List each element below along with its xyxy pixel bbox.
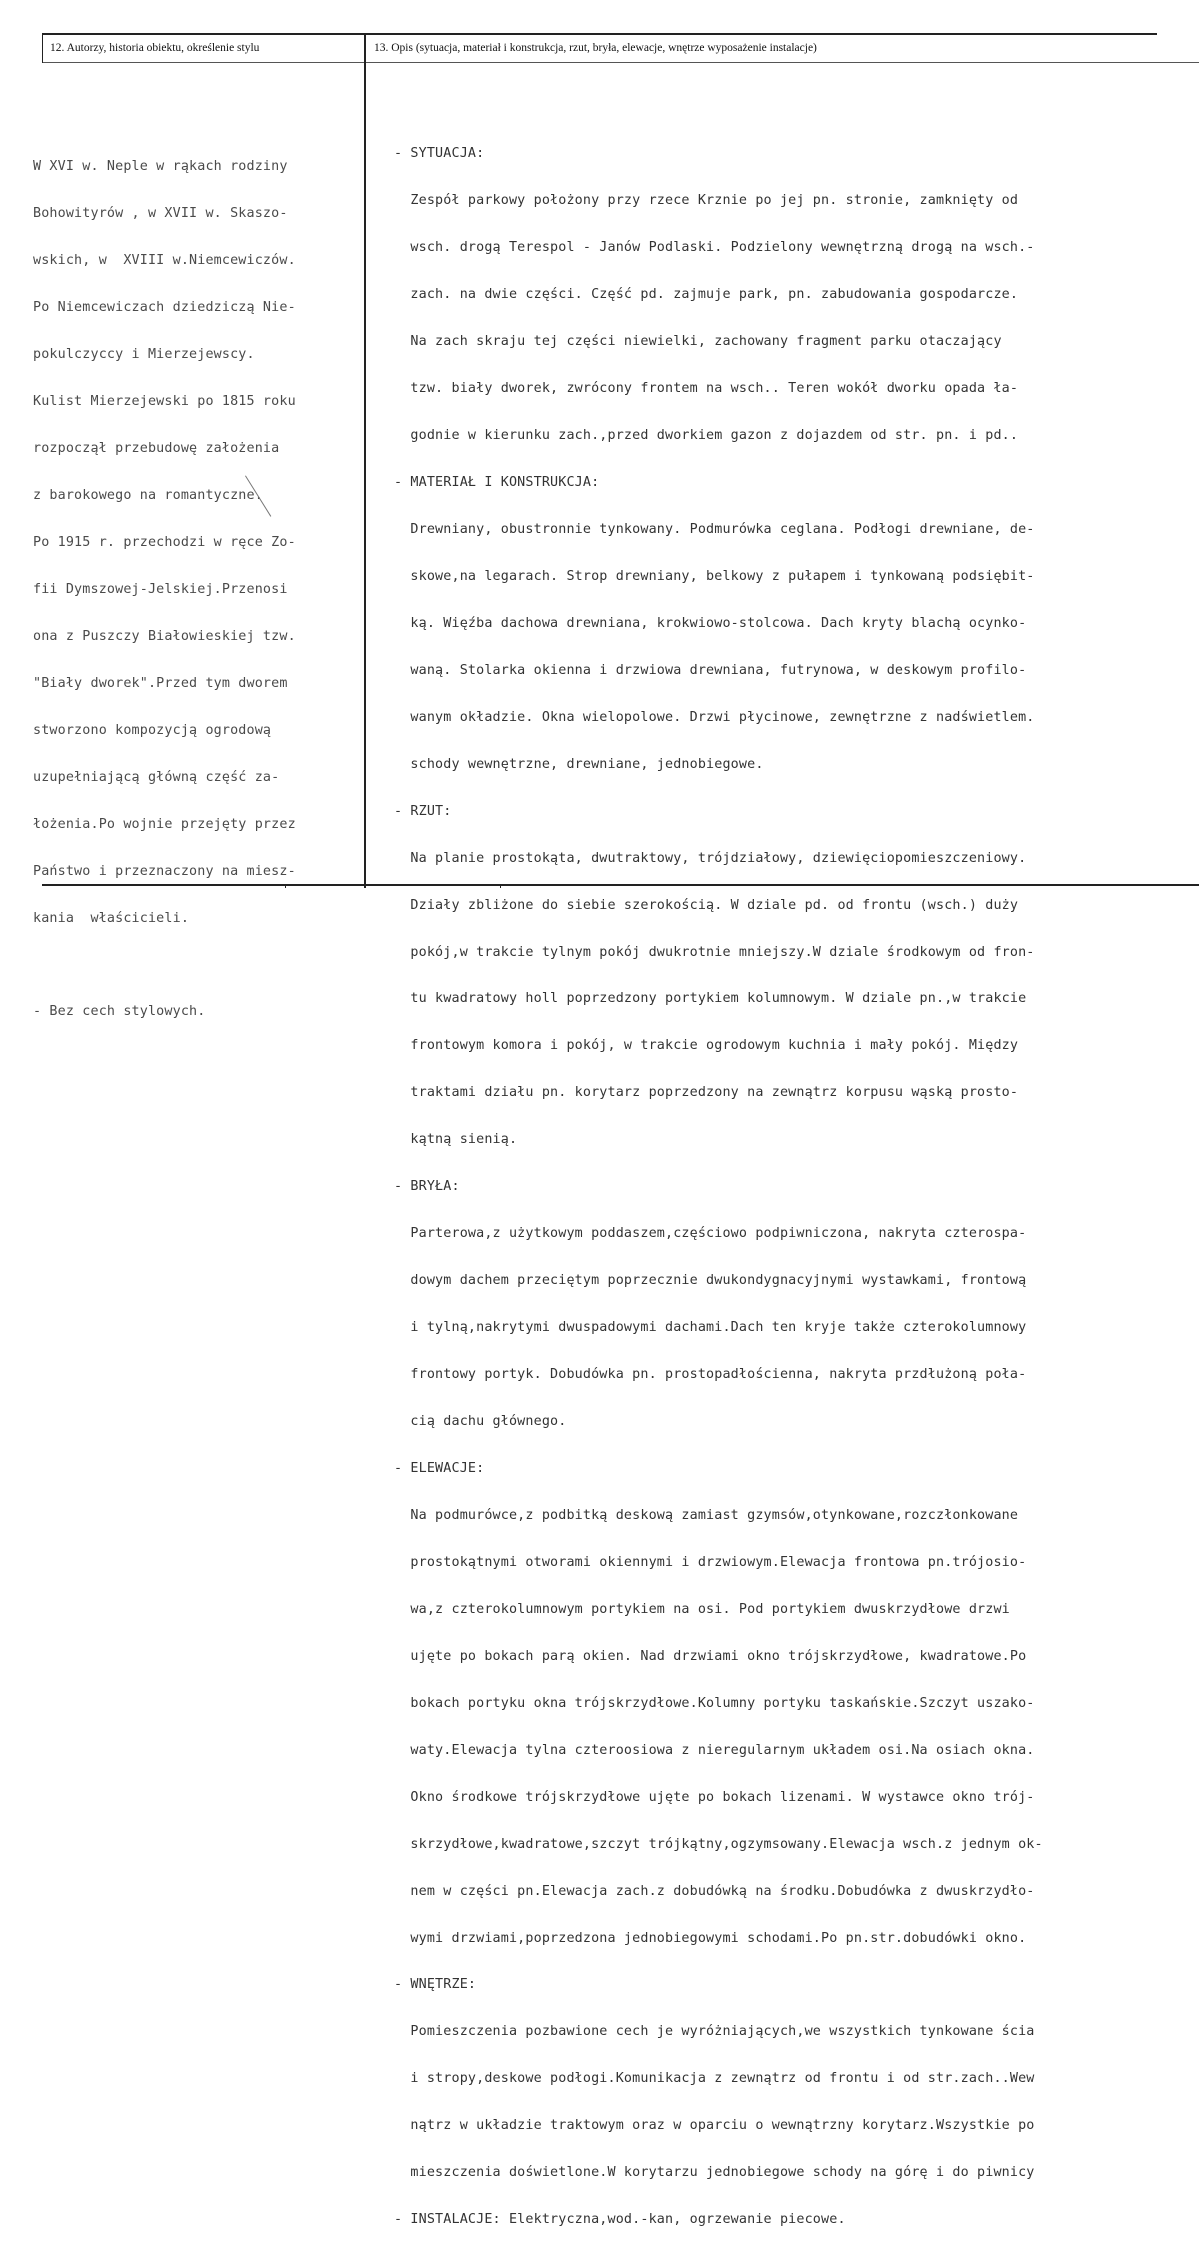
description-line: Działy zbliżone do siebie szerokością. W dziale pd. od frontu (wsch.) duży xyxy=(394,897,1019,913)
description-line: mieszczenia doświetlone.W korytarzu jednobiegowe schody na górę i do piwnicy xyxy=(394,2165,1035,2181)
history-line xyxy=(33,958,296,974)
description-line: pokój,w trakcie tylnym pokój dwukrotnie mniejszy.W dziale środkowym od fron- xyxy=(394,944,1035,960)
section-heading: - WNĘTRZE: xyxy=(394,1977,477,1993)
description-line: skrzydłowe,kwadratowe,szczyt trójkątny,ogzymsowany.Elewacja wsch.z jednym ok- xyxy=(394,1836,1043,1852)
description-line: cią dachu głównego. xyxy=(394,1414,567,1430)
history-line: Kulist Mierzejewski po 1815 roku xyxy=(33,394,296,410)
section-heading: - RZUT: xyxy=(394,803,452,819)
description-line: Pomieszczenia pozbawione cech je wyróżniających,we wszystkich tynkowane ścia xyxy=(394,2024,1035,2040)
section-heading: - BRYŁA: xyxy=(394,1179,460,1195)
section-heading: - ELEWACJE: xyxy=(394,1461,485,1476)
description-line: Na zach skraju tej części niewielki, zachowany fragment parku otaczający xyxy=(394,334,1002,350)
column-divider xyxy=(364,33,366,888)
description-line: frontowy portyk. Dobudówka pn. prostopadłościenna, nakryta przdłużoną poła- xyxy=(394,1367,1027,1383)
history-line: Po Niemcewiczach dziedziczą Nie- xyxy=(33,300,296,316)
history-line: fii Dymszowej-Jelskiej.Przenosi xyxy=(33,581,288,597)
header-divider xyxy=(42,62,1199,63)
left-border xyxy=(42,33,43,63)
description-line: ujęte po bokach parą okien. Nad drzwiami okno trójskrzydłowe, kwadratowe.Po xyxy=(394,1648,1027,1664)
history-line: rozpoczął przebudowę założenia xyxy=(33,441,280,457)
description-line: nątrz w układzie traktowym oraz w oparciu o wewnątrzny korytarz.Wszystkie po xyxy=(394,2118,1035,2134)
top-rule xyxy=(42,33,1157,35)
style-note: - Bez cech stylowych. xyxy=(33,1004,206,1020)
description-line: tu kwadratowy holl poprzedzony portykiem kolumnowym. W dziale pn.,w trakcie xyxy=(394,991,1027,1007)
description-line: Na podmurówce,z podbitką deskową zamiast gzymsów,otynkowane,rozczłonkowane xyxy=(394,1507,1019,1523)
description-line: tzw. biały dworek, zwrócony frontem na wsch.. Teren wokół dworku opada ła- xyxy=(394,381,1019,397)
history-line: Państwo i przeznaczony na miesz- xyxy=(33,863,296,879)
history-line: uzupełniającą główną część za- xyxy=(33,769,280,785)
history-line: W XVI w. Neple w rąkach rodziny xyxy=(33,159,288,175)
description-line: frontowym komora i pokój, w trakcie ogrodowym kuchnia i mały pokój. Między xyxy=(394,1038,1019,1054)
history-line: z barokowego na romantyczne. xyxy=(33,487,263,503)
description-line: waty.Elewacja tylna czteroosiowa z nieregularnym układem osi.Na osiach okna. xyxy=(394,1742,1035,1758)
description-line: wanym okładzie. Okna wielopolowe. Drzwi płycinowe, zewnętrzne z nadświetlem. xyxy=(394,709,1035,725)
description-line: wa,z czterokolumnowym portykiem na osi. Pod portykiem dwuskrzydłowe drzwi xyxy=(394,1601,1010,1617)
description-line: i tylną,nakrytymi dwuspadowymi dachami.Dach ten kryje także czterokolumnowy xyxy=(394,1320,1027,1336)
description-line: wymi drzwiami,poprzedzona jednobiegowymi schodami.Po pn.str.dobudówki okno. xyxy=(394,1930,1027,1946)
history-text-block xyxy=(33,128,296,1036)
description-line: schody wewnętrzne, drewniane, jednobiegowe. xyxy=(394,756,764,772)
description-text-block xyxy=(394,115,1043,2244)
description-line: bokach portyku okna trójskrzydłowe.Kolumny portyku taskańskie.Szczyt uszako- xyxy=(394,1695,1035,1711)
description-line: waną. Stolarka okienna i drzwiowa drewniana, futrynowa, w deskowym profilo- xyxy=(394,662,1027,678)
description-line: dowym dachem przeciętym poprzecznie dwukondygnacyjnymi wystawkami, frontową xyxy=(394,1273,1027,1289)
description-line: ką. Więźba dachowa drewniana, krokwiowo-stolcowa. Dach kryty blachą ocynko- xyxy=(394,615,1027,631)
description-line: traktami działu pn. korytarz poprzedzony na zewnątrz korpusu wąską prosto- xyxy=(394,1085,1019,1101)
section-heading: - SYTUACJA: xyxy=(394,146,485,162)
description-line: wsch. drogą Terespol - Janów Podlaski. Podzielony wewnętrzną drogą na wsch.- xyxy=(394,240,1035,256)
history-line: kania właścicieli. xyxy=(33,910,190,926)
section-12-header: 12. Autorzy, historia obiektu, określenie stylu xyxy=(50,42,260,54)
description-line: Drewniany, obustronnie tynkowany. Podmurówka ceglana. Podłogi drewniane, de- xyxy=(394,521,1035,537)
section-13-header: 13. Opis (sytuacja, materiał i konstrukcja, rzut, bryła, elewacje, wnętrze wyposażenie instalacje) xyxy=(374,42,817,54)
history-line: pokulczyccy i Mierzejewscy. xyxy=(33,347,255,363)
history-line: stworzono kompozycją ogrodową xyxy=(33,722,272,738)
description-line: zach. na dwie części. Część pd. zajmuje park, pn. zabudowania gospodarcze. xyxy=(394,287,1019,303)
history-line: łożenia.Po wojnie przejęty przez xyxy=(33,816,296,832)
history-line: wskich, w XVIII w.Niemcewiczów. xyxy=(33,253,296,269)
history-line: Po 1915 r. przechodzi w ręce Zo- xyxy=(33,534,296,550)
history-line: "Biały dworek".Przed tym dworem xyxy=(33,675,288,691)
section-heading: - MATERIAŁ I KONSTRUKCJA: xyxy=(394,474,600,490)
section-heading: - INSTALACJE: Elektryczna,wod.-kan, ogrzewanie piecowe. xyxy=(394,2212,846,2228)
description-line: Okno środkowe trójskrzydłowe ujęte po bokach lizenami. W wystawce okno trój- xyxy=(394,1789,1035,1805)
description-line: godnie w kierunku zach.,przed dworkiem gazon z dojazdem od str. pn. i pd.. xyxy=(394,428,1019,444)
description-line: Parterowa,z użytkowym poddaszem,częściowo podpiwniczona, nakryta czterospa- xyxy=(394,1226,1027,1242)
description-line: prostokątnymi otworami okiennymi i drzwiowym.Elewacja frontowa pn.trójosio- xyxy=(394,1554,1027,1570)
description-line: i stropy,deskowe podłogi.Komunikacja z zewnątrz od frontu i od str.zach..Wew xyxy=(394,2071,1035,2087)
description-line: Na planie prostokąta, dwutraktowy, trójdziałowy, dziewięciopomieszczeniowy. xyxy=(394,850,1027,866)
description-line: skowe,na legarach. Strop drewniany, belkowy z pułapem i tynkowaną podsiębit- xyxy=(394,568,1035,584)
history-line: ona z Puszczy Białowieskiej tzw. xyxy=(33,628,296,644)
description-line: nem w części pn.Elewacja zach.z dobudówką na środku.Dobudówka z dwuskrzydło- xyxy=(394,1883,1035,1899)
description-line: kątną sienią. xyxy=(394,1132,518,1148)
history-line: Bohowityrów , w XVII w. Skaszo- xyxy=(33,206,288,222)
description-line: Zespół parkowy położony przy rzece Krznie po jej pn. stronie, zamknięty od xyxy=(394,193,1019,209)
